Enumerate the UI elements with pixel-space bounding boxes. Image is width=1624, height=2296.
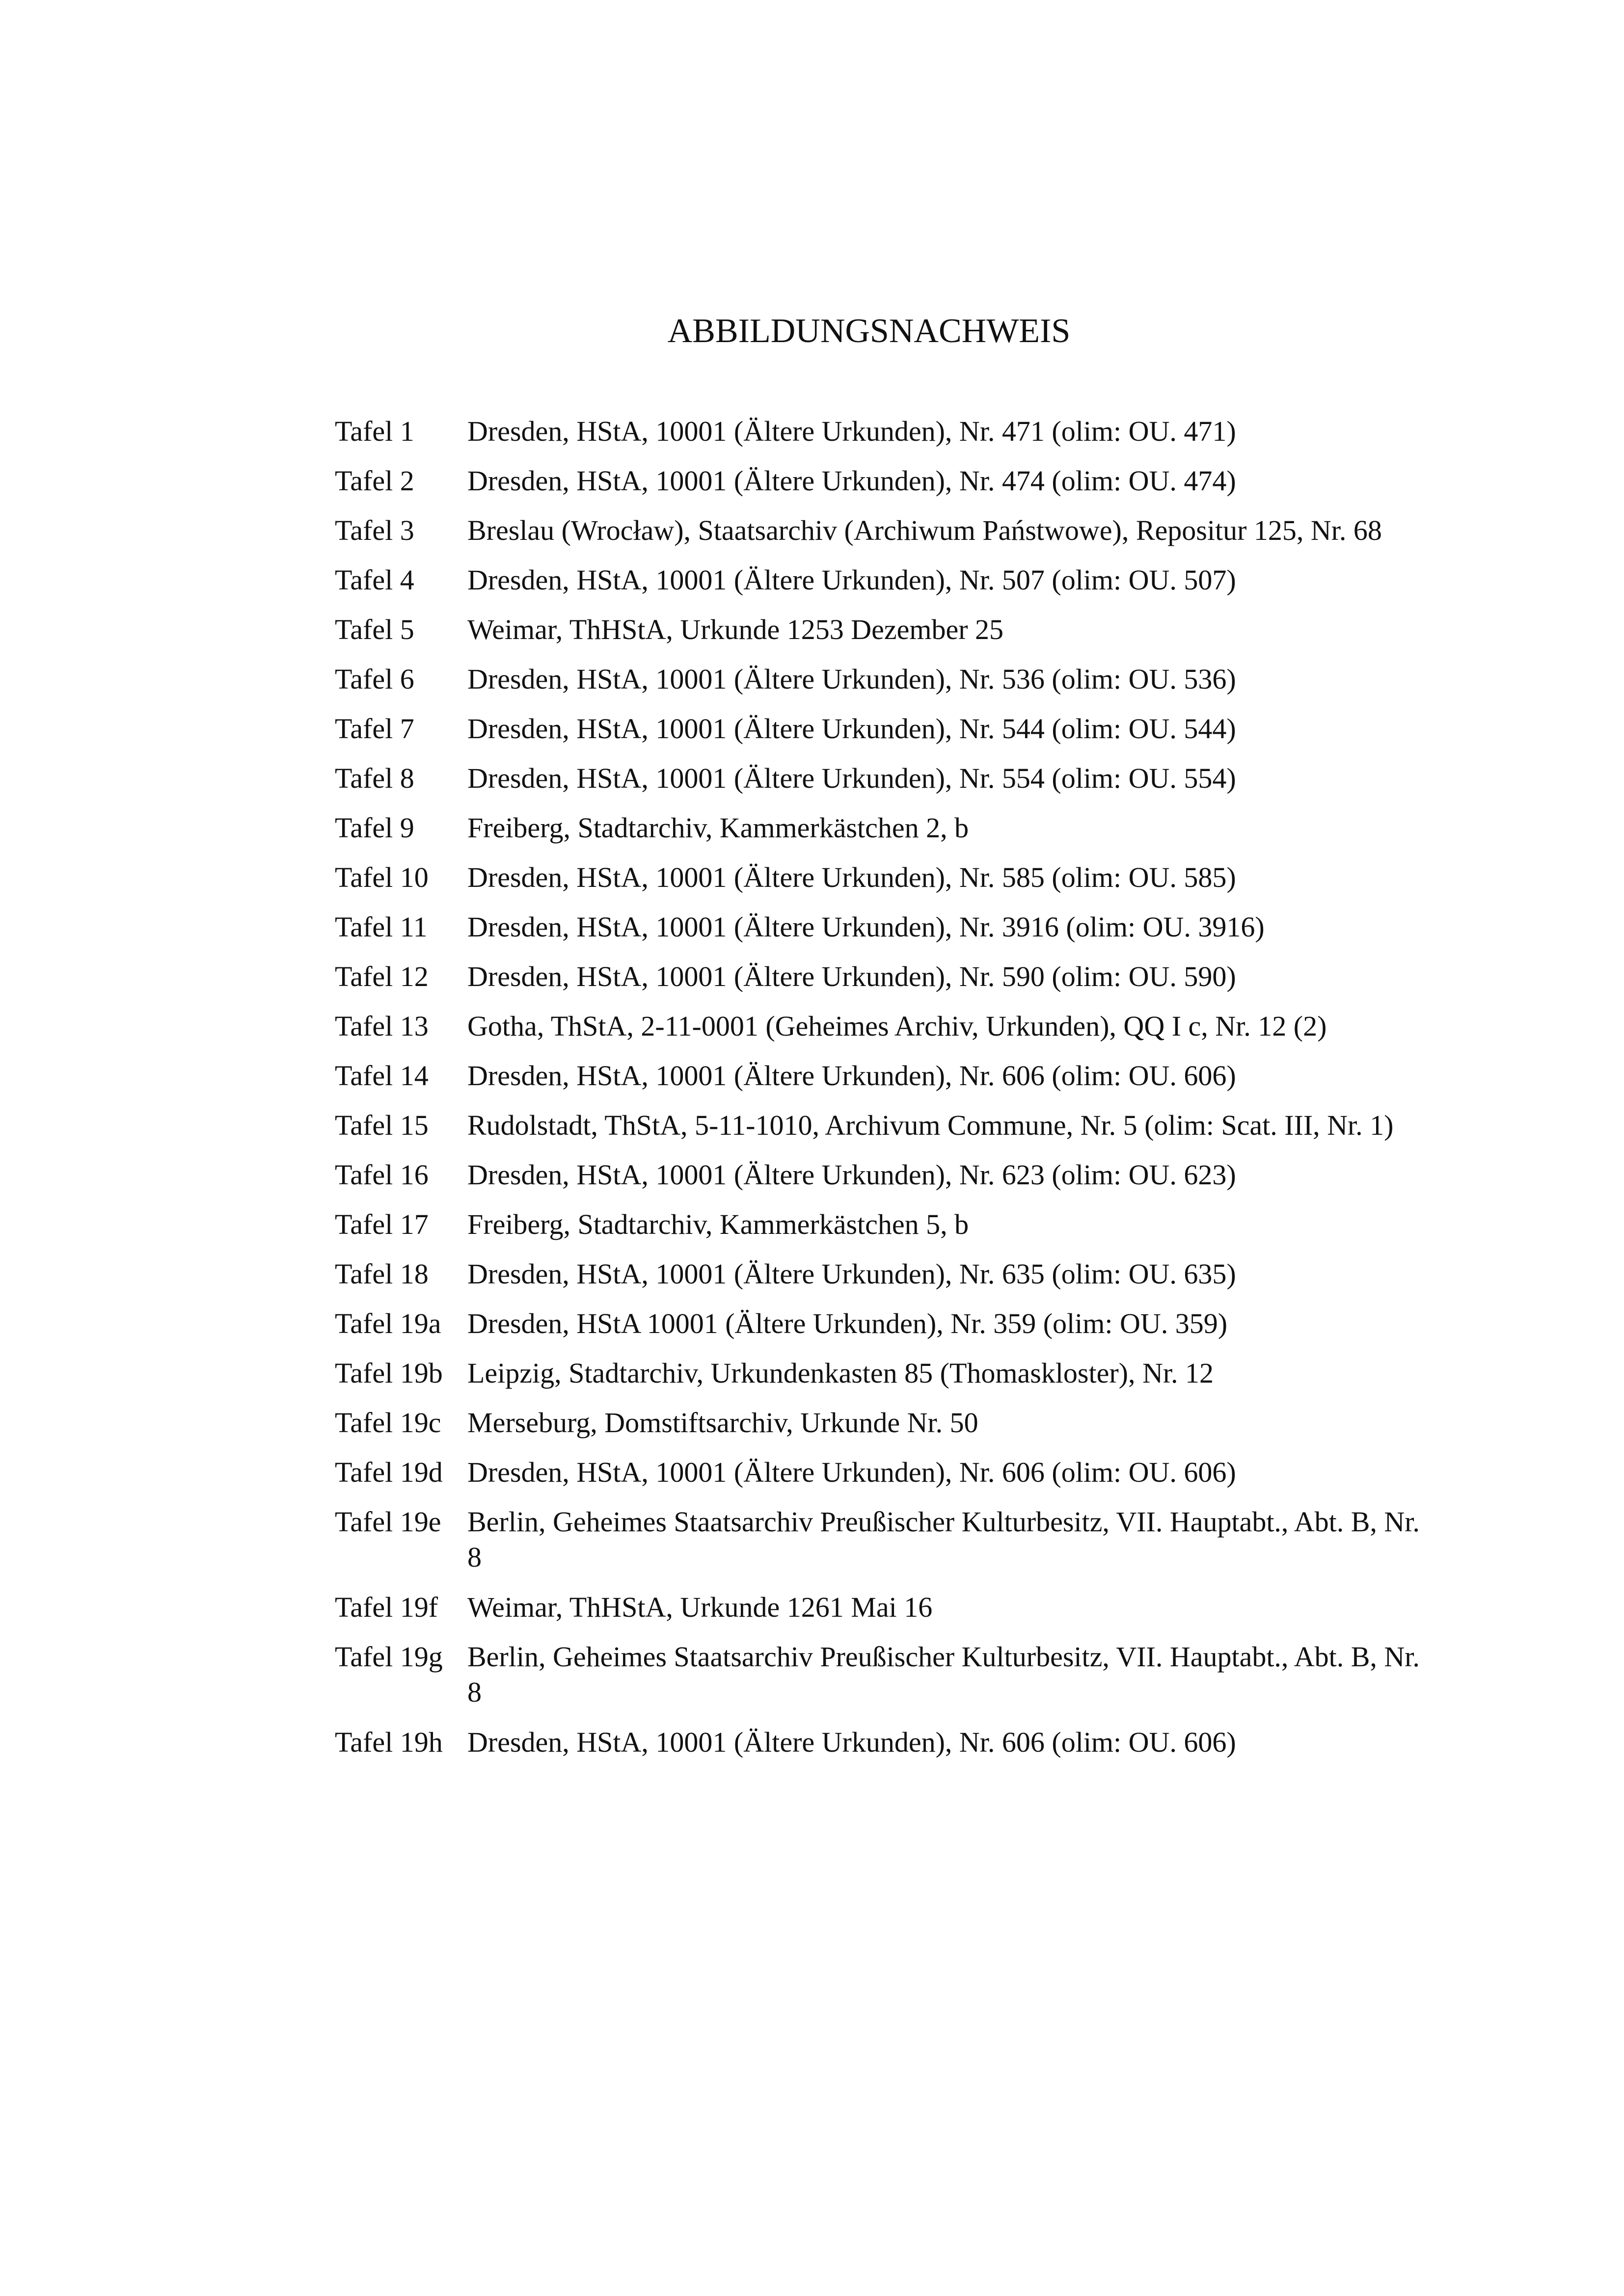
plate-label: Tafel 17 [335,1208,429,1240]
archive-source: Berlin, Geheimes Staatsarchiv Preußischer Kulturbesitz, VII. Hauptabt., Abt. B, Nr. 8 [467,1506,1420,1573]
plate-label: Tafel 19e [335,1506,441,1538]
credit-entry [335,562,1415,612]
archive-source: Dresden, HStA, 10001 (Ältere Urkunden), Nr. 606 (olim: OU. 606) [467,1456,1236,1488]
plate-label: Tafel 15 [335,1109,429,1141]
plate-label: Tafel 1 [335,415,414,447]
credit-entry [335,860,1415,909]
credit-entry [335,761,1415,810]
credit-entry [335,1108,1415,1157]
archive-source: Freiberg, Stadtarchiv, Kammerkästchen 2, b [467,812,969,844]
archive-source: Breslau (Wrocław), Staatsarchiv (Archiwum Państwowe), Repositur 125, Nr. 68 [467,514,1382,546]
plate-label: Tafel 9 [335,812,414,844]
plate-label: Tafel 8 [335,762,414,794]
credit-entry [335,959,1415,1009]
credit-entry [335,1009,1415,1058]
plate-label: Tafel 10 [335,861,429,893]
credit-entry [335,1504,1420,1590]
credit-entry [335,810,1415,860]
credit-entry [335,1405,1415,1455]
plate-label: Tafel 3 [335,514,414,546]
archive-source: Leipzig, Stadtarchiv, Urkundenkasten 85 (Thomaskloster), Nr. 12 [467,1357,1214,1389]
plate-label: Tafel 6 [335,663,414,695]
plate-label: Tafel 13 [335,1010,429,1042]
credit-entry [335,414,1415,463]
credit-entry [335,662,1415,711]
credit-entry [335,1639,1420,1725]
credit-entry [335,1306,1415,1356]
plate-label: Tafel 19c [335,1407,441,1439]
plate-label: Tafel 16 [335,1159,429,1191]
archive-source: Dresden, HStA, 10001 (Ältere Urkunden), Nr. 606 (olim: OU. 606) [467,1060,1236,1092]
credit-entry [335,711,1415,761]
archive-source: Dresden, HStA, 10001 (Ältere Urkunden), Nr. 623 (olim: OU. 623) [467,1159,1236,1191]
plate-label: Tafel 5 [335,614,414,645]
archive-source: Weimar, ThHStA, Urkunde 1261 Mai 16 [467,1591,933,1623]
plate-label: Tafel 19b [335,1357,443,1389]
credit-entry [335,1157,1415,1207]
page-title: ABBILDUNGSNACHWEIS [667,312,1071,350]
plate-label: Tafel 19h [335,1726,443,1758]
archive-source: Dresden, HStA, 10001 (Ältere Urkunden), Nr. 585 (olim: OU. 585) [467,861,1236,893]
archive-source: Dresden, HStA, 10001 (Ältere Urkunden), Nr. 3916 (olim: OU. 3916) [467,911,1265,943]
archive-source: Dresden, HStA, 10001 (Ältere Urkunden), Nr. 606 (olim: OU. 606) [467,1726,1236,1758]
credit-entry [335,1455,1415,1504]
archive-source: Gotha, ThStA, 2-11-0001 (Geheimes Archiv, Urkunden), QQ I c, Nr. 12 (2) [467,1010,1327,1042]
archive-source: Rudolstadt, ThStA, 5-11-1010, Archivum Commune, Nr. 5 (olim: Scat. III, Nr. 1) [467,1109,1394,1141]
archive-source: Dresden, HStA, 10001 (Ältere Urkunden), Nr. 544 (olim: OU. 544) [467,713,1236,745]
credit-entry [335,909,1415,959]
plate-label: Tafel 18 [335,1258,429,1290]
credit-entry [335,1058,1415,1108]
credit-entry [335,513,1415,562]
credit-entry [335,1725,1415,1774]
credit-entry [335,463,1415,513]
archive-source: Dresden, HStA 10001 (Ältere Urkunden), Nr. 359 (olim: OU. 359) [467,1308,1228,1339]
credit-entry [335,1207,1415,1256]
archive-source: Merseburg, Domstiftsarchiv, Urkunde Nr. 50 [467,1407,978,1439]
archive-source: Dresden, HStA, 10001 (Ältere Urkunden), Nr. 507 (olim: OU. 507) [467,564,1236,596]
plate-label: Tafel 14 [335,1060,429,1092]
plate-label: Tafel 19a [335,1308,441,1339]
credit-entry [335,1356,1415,1405]
archive-source: Dresden, HStA, 10001 (Ältere Urkunden), Nr. 471 (olim: OU. 471) [467,415,1236,447]
plate-label: Tafel 19f [335,1591,438,1623]
plate-label: Tafel 4 [335,564,414,596]
illustration-credits-list [335,414,1420,1774]
archive-source: Dresden, HStA, 10001 (Ältere Urkunden), Nr. 474 (olim: OU. 474) [467,465,1236,497]
credit-entry [335,1590,1415,1639]
plate-label: Tafel 7 [335,713,414,745]
archive-source: Dresden, HStA, 10001 (Ältere Urkunden), Nr. 536 (olim: OU. 536) [467,663,1236,695]
plate-label: Tafel 19g [335,1641,443,1673]
archive-source: Dresden, HStA, 10001 (Ältere Urkunden), Nr. 635 (olim: OU. 635) [467,1258,1236,1290]
credit-entry [335,1256,1415,1306]
credit-entry [335,612,1415,662]
archive-source: Weimar, ThHStA, Urkunde 1253 Dezember 25 [467,614,1004,645]
archive-source: Dresden, HStA, 10001 (Ältere Urkunden), Nr. 590 (olim: OU. 590) [467,961,1236,992]
archive-source: Dresden, HStA, 10001 (Ältere Urkunden), Nr. 554 (olim: OU. 554) [467,762,1236,794]
archive-source: Berlin, Geheimes Staatsarchiv Preußischer Kulturbesitz, VII. Hauptabt., Abt. B, Nr. 8 [467,1641,1420,1708]
plate-label: Tafel 2 [335,465,414,497]
plate-label: Tafel 11 [335,911,428,943]
plate-label: Tafel 19d [335,1456,443,1488]
archive-source: Freiberg, Stadtarchiv, Kammerkästchen 5, b [467,1208,969,1240]
plate-label: Tafel 12 [335,961,429,992]
